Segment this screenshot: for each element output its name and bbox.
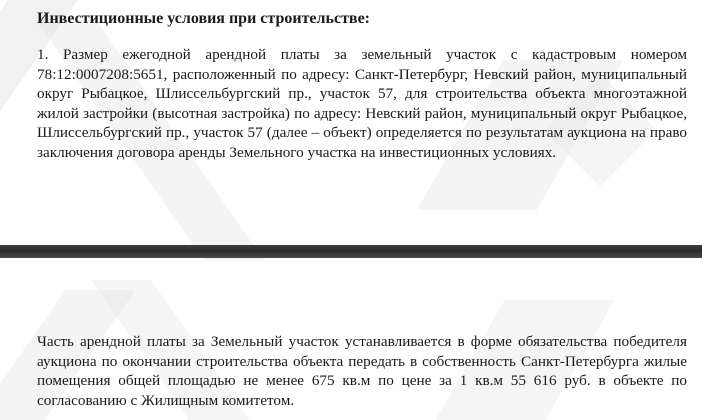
page-divider [0, 245, 702, 258]
section-heading: Инвестиционные условия при строительстве: [37, 10, 370, 27]
paragraph-rent-obligation: Часть арендной платы за Земельный участок устанавливается в форме обязательства победителя аукциона по окончании строительства объекта передать в собственность Санкт-Петербурга жилые помещения общей площадью не менее 675 кв.м по цене за 1 кв.м 55 616 руб. в объекте по согласованию с Жилищным комитетом. [37, 333, 687, 409]
paragraph-rent-terms: 1. Размер ежегодной арендной платы за земельный участок с кадастровым номером 78:12:0007208:5651, расположенный по адресу: Санкт-Петербург, Невский район, муниципальный округ Рыбацкое, Шлиссельбургский пр., участок 57, для строительства объекта многоэтажной жилой застройки (высотная застройка) по адресу: Невский район, муниципальный округ Рыбацкое, Шлиссельбургский пр., участок 57 (далее – объект) определяется по результатам аукциона на право заключения договора аренды Земельного участка на инвестиционных условиях. [37, 46, 687, 161]
